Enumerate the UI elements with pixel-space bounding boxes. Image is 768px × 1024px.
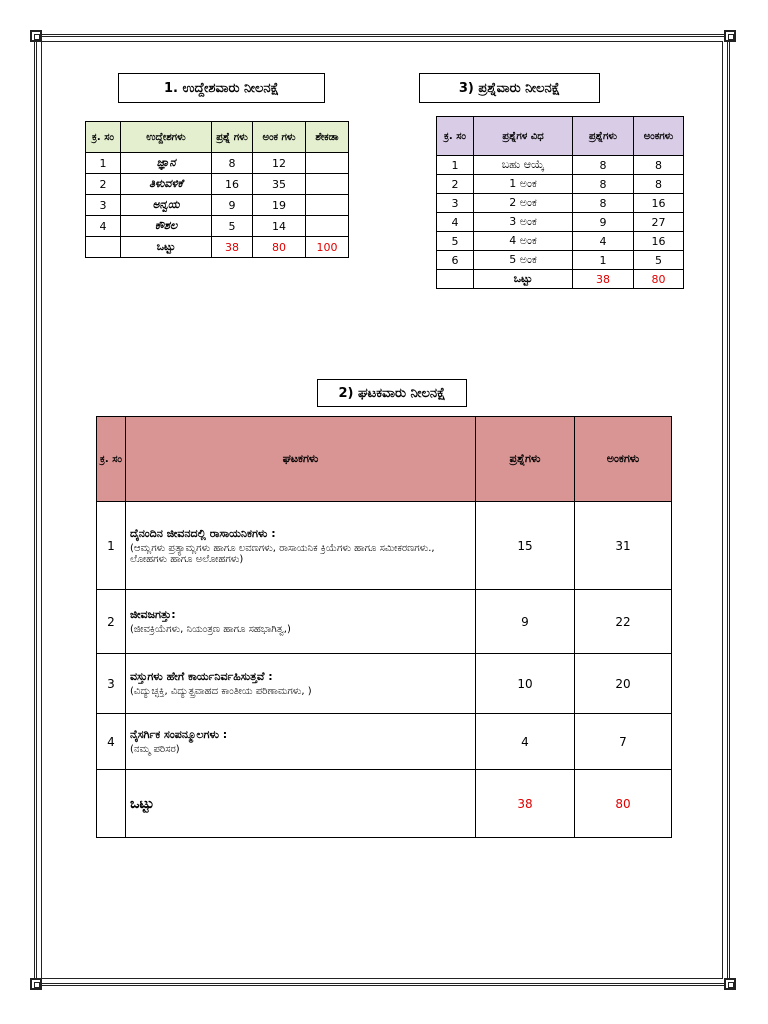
unit-desc: (ಜೀವಕ್ರಿಯೆಗಳು, ನಿಯಂತ್ರಣ ಹಾಗೂ ಸಹಭಾಗಿತ್ವ,)	[130, 624, 291, 635]
table-total-row	[86, 237, 349, 258]
cell: 8	[212, 153, 253, 174]
table-total-row	[437, 270, 684, 289]
cell: ಅನ್ವಯ	[121, 195, 212, 216]
table-row	[437, 156, 684, 175]
unit-cell	[126, 654, 476, 714]
table1-header: ಕ್ರ. ಸಂ	[86, 122, 121, 153]
cell: 8	[573, 175, 634, 194]
cell: 9	[212, 195, 253, 216]
cell: 4	[437, 213, 474, 232]
cell: 22	[575, 590, 672, 654]
total-marks: 80	[575, 770, 672, 838]
objective-blueprint-table	[85, 121, 349, 258]
cell: ತಿಳುವಳಿಕೆ	[121, 174, 212, 195]
table3-header: ಅಂಕಗಳು	[634, 117, 684, 156]
cell: 7	[575, 714, 672, 770]
cell	[306, 216, 349, 237]
corner-ornament	[724, 978, 736, 990]
cell: 10	[476, 654, 575, 714]
cell: 8	[634, 175, 684, 194]
cell: 2	[97, 590, 126, 654]
table-row	[97, 590, 672, 654]
cell: 1	[573, 251, 634, 270]
table-row	[86, 216, 349, 237]
table3-title: 3) ಪ್ರಶ್ನೆವಾರು ನೀಲನಕ್ಷೆ	[419, 73, 600, 103]
cell: 5	[212, 216, 253, 237]
cell: 35	[253, 174, 306, 195]
cell: 5 ಅಂಕ	[474, 251, 573, 270]
cell: 1	[437, 156, 474, 175]
total-percent: 100	[306, 237, 349, 258]
cell: 5	[634, 251, 684, 270]
unit-title: ನೈಸರ್ಗಿಕ ಸಂಪನ್ಮೂಲಗಳು :	[130, 728, 228, 741]
total-label: ಒಟ್ಟು	[474, 270, 573, 289]
table-row	[437, 213, 684, 232]
cell: 1 ಅಂಕ	[474, 175, 573, 194]
cell	[97, 770, 126, 838]
unit-title: ವಸ್ತುಗಳು ಹೇಗೆ ಕಾರ್ಯನಿರ್ವಹಿಸುತ್ತವೆ :	[130, 670, 273, 683]
table1-header: ಪ್ರಶ್ನೆ ಗಳು	[212, 122, 253, 153]
cell: 16	[212, 174, 253, 195]
cell: 4	[573, 232, 634, 251]
cell: 3	[86, 195, 121, 216]
table1-title: 1. ಉದ್ದೇಶವಾರು ನೀಲನಕ್ಷೆ	[118, 73, 325, 103]
table-row	[86, 153, 349, 174]
cell: 4	[476, 714, 575, 770]
table2-title: 2) ಘಟಕವಾರು ನೀಲನಕ್ಷೆ	[317, 379, 467, 407]
cell: ಜ್ಞಾನ	[121, 153, 212, 174]
cell: 2	[437, 175, 474, 194]
table2-header: ಕ್ರ. ಸಂ	[97, 417, 126, 502]
unit-cell	[126, 714, 476, 770]
unit-cell	[126, 590, 476, 654]
cell: 9	[573, 213, 634, 232]
cell: 1	[86, 153, 121, 174]
total-questions: 38	[212, 237, 253, 258]
cell: 8	[573, 156, 634, 175]
total-label: ಒಟ್ಟು	[121, 237, 212, 258]
total-label: ಒಟ್ಟು	[126, 770, 476, 838]
cell: ಕೌಶಲ	[121, 216, 212, 237]
cell: 2	[86, 174, 121, 195]
table3-header: ಪ್ರಶ್ನೆಗಳ ವಿಧ	[474, 117, 573, 156]
table-row	[97, 654, 672, 714]
table-row	[86, 174, 349, 195]
table1-header: ಶೇಕಡಾ	[306, 122, 349, 153]
table2-header: ಪ್ರಶ್ನೆಗಳು	[476, 417, 575, 502]
unit-title: ಜೀವಜಗತ್ತು:	[130, 608, 176, 621]
cell	[306, 153, 349, 174]
cell: 1	[97, 502, 126, 590]
corner-ornament	[30, 30, 42, 42]
cell: 12	[253, 153, 306, 174]
cell: 14	[253, 216, 306, 237]
cell: 19	[253, 195, 306, 216]
question-type-blueprint-table	[436, 116, 684, 289]
cell: 20	[575, 654, 672, 714]
table-total-row	[97, 770, 672, 838]
corner-ornament	[30, 978, 42, 990]
table-row	[437, 194, 684, 213]
cell	[306, 174, 349, 195]
cell: 5	[437, 232, 474, 251]
cell: 3	[97, 654, 126, 714]
cell: 9	[476, 590, 575, 654]
unit-cell	[126, 502, 476, 590]
total-marks: 80	[634, 270, 684, 289]
table-row	[437, 175, 684, 194]
cell: 16	[634, 232, 684, 251]
cell: 4	[86, 216, 121, 237]
table3-header: ಕ್ರ. ಸಂ	[437, 117, 474, 156]
cell: 2 ಅಂಕ	[474, 194, 573, 213]
table-row	[437, 251, 684, 270]
corner-ornament	[724, 30, 736, 42]
unit-desc: (ಆಮ್ಲಗಳು ಪ್ರತ್ಯಾಮ್ಲಗಳು ಹಾಗೂ ಲವಣಗಳು, ರಾಸಾಯನಿಕ ಕ್ರಿಯೆಗಳು ಹಾಗೂ ಸಮೀಕರಣಗಳು., ಲೋಹಗಳು ಹಾಗೂ ಅಲೋಹಗಳು)	[130, 542, 435, 565]
unit-blueprint-table	[96, 416, 672, 838]
cell	[306, 195, 349, 216]
cell: 27	[634, 213, 684, 232]
cell: 16	[634, 194, 684, 213]
table-row	[97, 714, 672, 770]
total-questions: 38	[573, 270, 634, 289]
cell: 6	[437, 251, 474, 270]
table-row	[437, 232, 684, 251]
unit-desc: (ನಮ್ಮ ಪರಿಸರ)	[130, 744, 180, 755]
total-questions: 38	[476, 770, 575, 838]
cell: 8	[634, 156, 684, 175]
unit-desc: (ವಿದ್ಯುಚ್ಛಕ್ತಿ, ವಿದ್ಯುತ್ಪ್ರವಾಹದ ಕಾಂತೀಯ ಪರಿಣಾಮಗಳು, )	[130, 686, 312, 697]
table1-header: ಅಂಕ ಗಳು	[253, 122, 306, 153]
cell	[86, 237, 121, 258]
cell: 31	[575, 502, 672, 590]
table2-header: ಘಟಕಗಳು	[126, 417, 476, 502]
table3-header: ಪ್ರಶ್ನೆಗಳು	[573, 117, 634, 156]
table-row	[86, 195, 349, 216]
cell: 4 ಅಂಕ	[474, 232, 573, 251]
table1-header: ಉದ್ದೇಶಗಳು	[121, 122, 212, 153]
cell: 4	[97, 714, 126, 770]
cell: 3	[437, 194, 474, 213]
total-marks: 80	[253, 237, 306, 258]
cell: 8	[573, 194, 634, 213]
cell	[437, 270, 474, 289]
table2-header: ಅಂಕಗಳು	[575, 417, 672, 502]
table-row	[97, 502, 672, 590]
cell: ಬಹು ಆಯ್ಕೆ	[474, 156, 573, 175]
cell: 3 ಅಂಕ	[474, 213, 573, 232]
unit-title: ದೈನಂದಿನ ಜೀವನದಲ್ಲಿ ರಾಸಾಯನಿಕಗಳು :	[130, 526, 276, 540]
cell: 15	[476, 502, 575, 590]
